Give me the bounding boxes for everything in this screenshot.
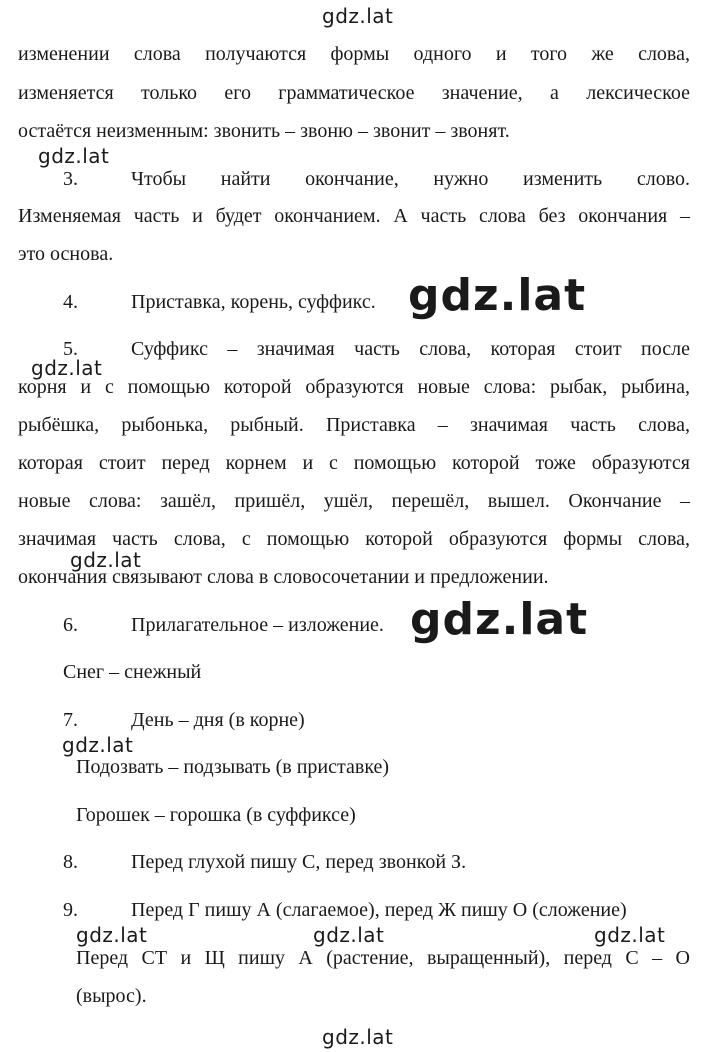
text-line: Подозвать – подзывать (в приставке) [76, 756, 390, 778]
text-line: остаётся неизменным: звонить – звоню – звонит – звонят. [18, 120, 510, 142]
text-line: значимая часть слова, с помощью которой образуются формы слова, [18, 528, 690, 550]
item-number: 9. [63, 899, 78, 921]
text-line: корня и с помощью которой образуются новые слова: рыбак, рыбина, [18, 376, 690, 398]
text-line: окончания связывают слова в словосочетании и предложении. [18, 566, 549, 588]
watermark: gdz.lat [322, 1025, 394, 1049]
watermark: gdz.lat [70, 548, 142, 572]
watermark: gdz.lat [38, 144, 110, 168]
text-line: изменяется только его грамматическое значение, а лексическое [18, 82, 690, 104]
item-number: 6. [63, 614, 78, 636]
text-line: Чтобы найти окончание, нужно изменить слово. [131, 168, 690, 190]
item-number: 5. [63, 338, 78, 360]
text-line: изменении слова получаются формы одного и того же слова, [18, 43, 690, 65]
text-line: Прилагательное – изложение. [131, 614, 384, 636]
item-number: 4. [63, 291, 78, 313]
watermark: gdz.lat [76, 923, 148, 947]
text-line: Изменяемая часть и будет окончанием. А часть слова без окончания – [18, 205, 690, 227]
watermark: gdz.lat [322, 4, 394, 28]
text-line: Горошек – горошка (в суффиксе) [76, 804, 356, 826]
text-line: Перед Г пишу А (слагаемое), перед Ж пишу О (сложение) [131, 899, 627, 921]
watermark: gdz.lat [313, 923, 385, 947]
text-line: Снег – снежный [63, 661, 202, 683]
item-number: 3. [63, 168, 78, 190]
watermark: gdz.lat [62, 733, 134, 757]
text-line: новые слова: зашёл, пришёл, ушёл, перешёл, вышел. Окончание – [18, 490, 690, 512]
item-number: 8. [63, 851, 78, 873]
text-line: (вырос). [76, 985, 147, 1007]
text-line: Перед СТ и Щ пишу А (растение, выращенный), перед С – О [76, 947, 690, 969]
text-line: Суффикс – значимая часть слова, которая стоит после [131, 338, 690, 360]
watermark: gdz.lat [410, 594, 589, 645]
item-number: 7. [63, 709, 78, 731]
text-line: День – дня (в корне) [131, 709, 305, 731]
text-line: которая стоит перед корнем и с помощью которой тоже образуются [18, 452, 690, 474]
watermark: gdz.lat [594, 923, 666, 947]
watermark: gdz.lat [408, 270, 587, 321]
text-line: это основа. [18, 243, 114, 265]
text-line: Приставка, корень, суффикс. [131, 291, 376, 313]
text-line: рыбёшка, рыбонька, рыбный. Приставка – значимая часть слова, [18, 414, 690, 436]
text-line: Перед глухой пишу С, перед звонкой З. [131, 851, 467, 873]
watermark: gdz.lat [31, 356, 103, 380]
